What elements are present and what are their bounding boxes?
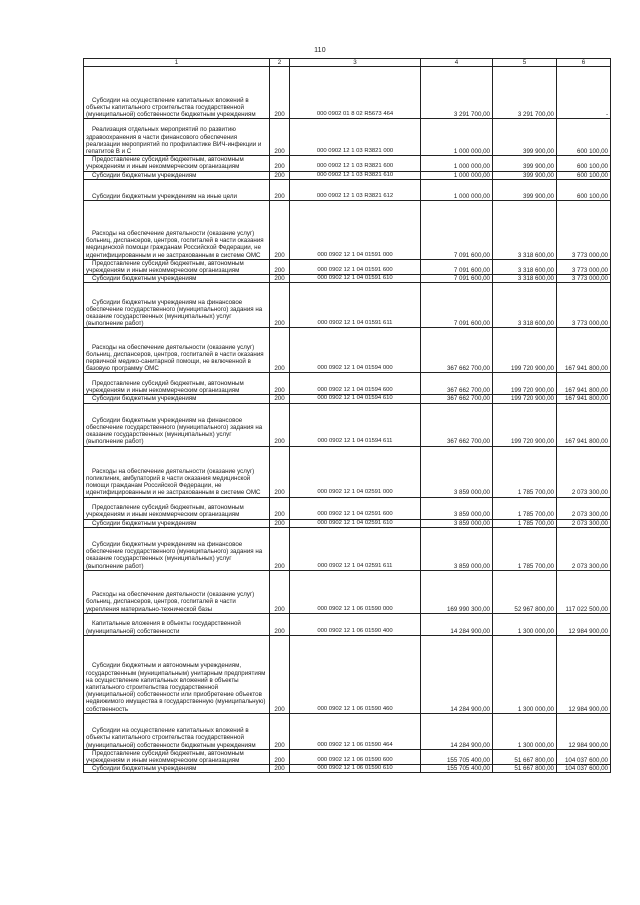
row-amount-unexecuted: 2 073 300,00 xyxy=(557,527,611,570)
table-row xyxy=(84,403,611,446)
row-line-code: 200 xyxy=(270,713,290,749)
table-row xyxy=(84,497,611,519)
row-line-code: 200 xyxy=(270,200,290,259)
row-line-code: 200 xyxy=(270,519,290,527)
row-name: Субсидии бюджетным учреждениям xyxy=(84,765,270,773)
row-amount-executed: 1 300 000,00 xyxy=(493,713,557,749)
row-classification-code: 000 0902 12 1 03 R3821 612 xyxy=(290,179,421,200)
row-amount-executed: 1 785 700,00 xyxy=(493,446,557,497)
row-line-code: 200 xyxy=(270,179,290,200)
row-amount-unexecuted: - xyxy=(557,67,611,119)
row-line-code: 200 xyxy=(270,497,290,519)
row-amount-approved: 3 291 700,00 xyxy=(421,67,493,119)
row-line-code: 200 xyxy=(270,446,290,497)
row-name: Субсидии бюджетным учреждениям xyxy=(84,171,270,179)
row-amount-executed: 199 720 900,00 xyxy=(493,328,557,373)
table-row xyxy=(84,179,611,200)
table-row xyxy=(84,171,611,179)
row-amount-approved: 3 859 000,00 xyxy=(421,497,493,519)
row-amount-executed: 399 900,00 xyxy=(493,119,557,156)
row-line-code: 200 xyxy=(270,635,290,713)
row-amount-approved: 367 662 700,00 xyxy=(421,328,493,373)
row-name: Субсидии бюджетным учреждениям на финансовое обеспечение государственного (муниципального) задания на оказание государственных (муниципальных) услуг (выполнение работ) xyxy=(84,403,270,446)
row-line-code: 200 xyxy=(270,403,290,446)
row-line-code: 200 xyxy=(270,373,290,395)
row-line-code: 200 xyxy=(270,328,290,373)
row-name: Субсидии бюджетным учреждениям xyxy=(84,395,270,403)
row-amount-executed: 3 318 600,00 xyxy=(493,283,557,328)
row-classification-code: 000 0902 12 1 04 01594 611 xyxy=(290,403,421,446)
row-classification-code: 000 0902 12 1 04 02591 610 xyxy=(290,519,421,527)
row-amount-unexecuted: 12 984 900,00 xyxy=(557,713,611,749)
row-amount-approved: 155 705 400,00 xyxy=(421,749,493,764)
row-name: Субсидии бюджетным учреждениям xyxy=(84,519,270,527)
row-amount-executed: 3 318 600,00 xyxy=(493,200,557,259)
row-classification-code: 000 0902 12 1 04 02591 000 xyxy=(290,446,421,497)
row-amount-executed: 1 300 000,00 xyxy=(493,613,557,635)
row-amount-executed: 51 667 800,00 xyxy=(493,765,557,773)
row-amount-approved: 14 284 900,00 xyxy=(421,713,493,749)
row-line-code: 200 xyxy=(270,765,290,773)
row-amount-unexecuted: 3 773 000,00 xyxy=(557,259,611,274)
row-name: Предоставление субсидий бюджетным, автономным учреждениям и иным некоммерческим организациям xyxy=(84,749,270,764)
row-amount-executed: 52 967 800,00 xyxy=(493,570,557,613)
table-row xyxy=(84,613,611,635)
row-name: Расходы на обеспечение деятельности (оказание услуг) больниц, диспансеров, центров, госпиталей в части оказания медицинской помощи гражданам Российской Федерации, не идентифицированным и не застрахованным в системе ОМС xyxy=(84,200,270,259)
row-name: Субсидии бюджетным учреждениям на иные цели xyxy=(84,179,270,200)
row-amount-unexecuted: 600 100,00 xyxy=(557,156,611,171)
row-name: Реализация отдельных мероприятий по развитию здравоохранения в части финансового обеспечения реализации мероприятий по профилактике ВИЧ-инфекции и гепатитов В и С xyxy=(84,119,270,156)
row-amount-unexecuted: 12 984 900,00 xyxy=(557,613,611,635)
row-classification-code: 000 0902 12 1 03 R3821 610 xyxy=(290,171,421,179)
row-amount-executed: 399 900,00 xyxy=(493,156,557,171)
row-amount-approved: 7 091 600,00 xyxy=(421,259,493,274)
column-header: 1 xyxy=(84,59,270,67)
row-classification-code: 000 0902 12 1 03 R3821 600 xyxy=(290,156,421,171)
column-header: 6 xyxy=(557,59,611,67)
table-row xyxy=(84,519,611,527)
row-amount-executed: 51 667 800,00 xyxy=(493,749,557,764)
row-classification-code: 000 0902 01 8 02 R5673 464 xyxy=(290,67,421,119)
row-classification-code: 000 0902 12 1 04 01594 600 xyxy=(290,373,421,395)
row-amount-approved: 14 284 900,00 xyxy=(421,635,493,713)
row-amount-executed: 199 720 900,00 xyxy=(493,395,557,403)
row-amount-approved: 367 662 700,00 xyxy=(421,403,493,446)
table-row xyxy=(84,200,611,259)
column-header: 3 xyxy=(290,59,421,67)
row-line-code: 200 xyxy=(270,171,290,179)
table-row xyxy=(84,446,611,497)
row-classification-code: 000 0902 12 1 04 02591 600 xyxy=(290,497,421,519)
table-row xyxy=(84,259,611,274)
row-amount-unexecuted: 104 037 600,00 xyxy=(557,765,611,773)
row-amount-unexecuted: 167 941 800,00 xyxy=(557,373,611,395)
row-name: Предоставление субсидий бюджетным, автономным учреждениям и иным некоммерческим организациям xyxy=(84,156,270,171)
row-amount-approved: 7 091 600,00 xyxy=(421,200,493,259)
row-amount-unexecuted: 12 984 900,00 xyxy=(557,635,611,713)
table-row xyxy=(84,527,611,570)
row-amount-unexecuted: 3 773 000,00 xyxy=(557,283,611,328)
row-amount-approved: 3 859 000,00 xyxy=(421,519,493,527)
row-name: Предоставление субсидий бюджетным, автономным учреждениям и иным некоммерческим организациям xyxy=(84,373,270,395)
column-header: 2 xyxy=(270,59,290,67)
row-line-code: 200 xyxy=(270,67,290,119)
row-amount-unexecuted: 3 773 000,00 xyxy=(557,200,611,259)
row-line-code: 200 xyxy=(270,259,290,274)
row-amount-approved: 1 000 000,00 xyxy=(421,179,493,200)
row-amount-executed: 3 318 600,00 xyxy=(493,259,557,274)
column-header: 4 xyxy=(421,59,493,67)
row-line-code: 200 xyxy=(270,613,290,635)
row-amount-unexecuted: 600 100,00 xyxy=(557,119,611,156)
row-name: Субсидии бюджетным учреждениям на финансовое обеспечение государственного (муниципального) задания на оказание государственных (муниципальных) услуг (выполнение работ) xyxy=(84,283,270,328)
row-classification-code: 000 0902 12 1 06 01590 600 xyxy=(290,749,421,764)
row-amount-executed: 1 785 700,00 xyxy=(493,527,557,570)
row-amount-approved: 3 859 000,00 xyxy=(421,446,493,497)
table-row xyxy=(84,275,611,283)
row-amount-executed: 199 720 900,00 xyxy=(493,373,557,395)
row-classification-code: 000 0902 12 1 06 01590 464 xyxy=(290,713,421,749)
row-line-code: 200 xyxy=(270,570,290,613)
table-row xyxy=(84,156,611,171)
row-name: Субсидии на осуществление капитальных вложений в объекты капитального строительства государственной (муниципальной) собственности бюджетным учреждениям xyxy=(84,713,270,749)
row-amount-executed: 399 900,00 xyxy=(493,179,557,200)
row-amount-approved: 14 284 900,00 xyxy=(421,613,493,635)
row-name: Субсидии бюджетным учреждениям xyxy=(84,275,270,283)
row-amount-unexecuted: 2 073 300,00 xyxy=(557,446,611,497)
row-classification-code: 000 0902 12 1 04 01591 600 xyxy=(290,259,421,274)
row-line-code: 200 xyxy=(270,275,290,283)
row-amount-executed: 1 785 700,00 xyxy=(493,519,557,527)
row-name: Капитальные вложения в объекты государственной (муниципальной) собственности xyxy=(84,613,270,635)
row-amount-approved: 1 000 000,00 xyxy=(421,119,493,156)
row-classification-code: 000 0902 12 1 06 01590 400 xyxy=(290,613,421,635)
row-amount-unexecuted: 167 941 800,00 xyxy=(557,395,611,403)
row-amount-unexecuted: 2 073 300,00 xyxy=(557,497,611,519)
row-line-code: 200 xyxy=(270,283,290,328)
table-row xyxy=(84,749,611,764)
row-line-code: 200 xyxy=(270,395,290,403)
row-amount-executed: 1 300 000,00 xyxy=(493,635,557,713)
row-amount-approved: 1 000 000,00 xyxy=(421,156,493,171)
table-row xyxy=(84,713,611,749)
table-row xyxy=(84,765,611,773)
row-name: Предоставление субсидий бюджетным, автономным учреждениям и иным некоммерческим организациям xyxy=(84,497,270,519)
column-header: 5 xyxy=(493,59,557,67)
table-row xyxy=(84,283,611,328)
row-classification-code: 000 0902 12 1 04 01594 610 xyxy=(290,395,421,403)
row-name: Предоставление субсидий бюджетным, автономным учреждениям и иным некоммерческим организациям xyxy=(84,259,270,274)
row-amount-executed: 199 720 900,00 xyxy=(493,403,557,446)
row-amount-executed: 1 785 700,00 xyxy=(493,497,557,519)
budget-table xyxy=(83,58,611,773)
row-amount-approved: 3 859 000,00 xyxy=(421,527,493,570)
page-number: 110 xyxy=(314,47,326,54)
table-row xyxy=(84,328,611,373)
row-amount-executed: 3 318 600,00 xyxy=(493,275,557,283)
row-name: Субсидии бюджетным и автономным учреждениям, государственным (муниципальным) унитарным предприятиям на осуществление капитальных вложений в объекты капитального строительства государственной (муниципальной) собственности или приобретение объектов недвижимого имущества в государственную (муниципальную) собственность xyxy=(84,635,270,713)
row-amount-approved: 367 662 700,00 xyxy=(421,395,493,403)
row-line-code: 200 xyxy=(270,119,290,156)
row-amount-unexecuted: 167 941 800,00 xyxy=(557,328,611,373)
row-name: Расходы на обеспечение деятельности (оказание услуг) поликлиник, амбулаторий в части оказания медицинской помощи гражданам Российской Федерации, не идентифицированным и не застрахованным в системе ОМС xyxy=(84,446,270,497)
row-classification-code: 000 0902 12 1 04 02591 611 xyxy=(290,527,421,570)
row-amount-unexecuted: 104 037 600,00 xyxy=(557,749,611,764)
row-amount-unexecuted: 600 100,00 xyxy=(557,171,611,179)
row-amount-executed: 399 900,00 xyxy=(493,171,557,179)
row-line-code: 200 xyxy=(270,156,290,171)
row-amount-executed: 3 291 700,00 xyxy=(493,67,557,119)
table-row xyxy=(84,373,611,395)
row-amount-approved: 1 000 000,00 xyxy=(421,171,493,179)
table-row xyxy=(84,119,611,156)
row-amount-approved: 7 091 600,00 xyxy=(421,275,493,283)
row-amount-approved: 169 990 300,00 xyxy=(421,570,493,613)
table-row xyxy=(84,395,611,403)
row-amount-approved: 367 662 700,00 xyxy=(421,373,493,395)
row-classification-code: 000 0902 12 1 06 01590 610 xyxy=(290,765,421,773)
row-amount-unexecuted: 2 073 300,00 xyxy=(557,519,611,527)
row-classification-code: 000 0902 12 1 06 01590 000 xyxy=(290,570,421,613)
row-classification-code: 000 0902 12 1 04 01591 000 xyxy=(290,200,421,259)
table-body xyxy=(84,67,611,773)
row-amount-approved: 7 091 600,00 xyxy=(421,283,493,328)
row-amount-unexecuted: 167 941 800,00 xyxy=(557,403,611,446)
row-classification-code: 000 0902 12 1 03 R3821 000 xyxy=(290,119,421,156)
row-classification-code: 000 0902 12 1 04 01594 000 xyxy=(290,328,421,373)
row-amount-unexecuted: 117 022 500,00 xyxy=(557,570,611,613)
row-amount-unexecuted: 600 100,00 xyxy=(557,179,611,200)
row-classification-code: 000 0902 12 1 04 01591 610 xyxy=(290,275,421,283)
row-line-code: 200 xyxy=(270,527,290,570)
table-row xyxy=(84,635,611,713)
row-line-code: 200 xyxy=(270,749,290,764)
row-name: Субсидии бюджетным учреждениям на финансовое обеспечение государственного (муниципального) задания на оказание государственных (муниципальных) услуг (выполнение работ) xyxy=(84,527,270,570)
row-name: Субсидии на осуществление капитальных вложений в объекты капитального строительства государственной (муниципальной) собственности бюджетным учреждениям xyxy=(84,67,270,119)
row-amount-approved: 155 705 400,00 xyxy=(421,765,493,773)
row-name: Расходы на обеспечение деятельности (оказание услуг) больниц, диспансеров, центров, госпиталей в части оказания первичной медико-санитарной помощи, не включенной в базовую программу ОМС xyxy=(84,328,270,373)
table-row xyxy=(84,570,611,613)
row-classification-code: 000 0902 12 1 06 01590 460 xyxy=(290,635,421,713)
row-classification-code: 000 0902 12 1 04 01591 611 xyxy=(290,283,421,328)
table-header-row xyxy=(84,59,611,67)
row-amount-unexecuted: 3 773 000,00 xyxy=(557,275,611,283)
row-name: Расходы на обеспечение деятельности (оказание услуг) больниц, диспансеров, центров, госпиталей в части укрепления материально-технической базы xyxy=(84,570,270,613)
table-row xyxy=(84,67,611,119)
